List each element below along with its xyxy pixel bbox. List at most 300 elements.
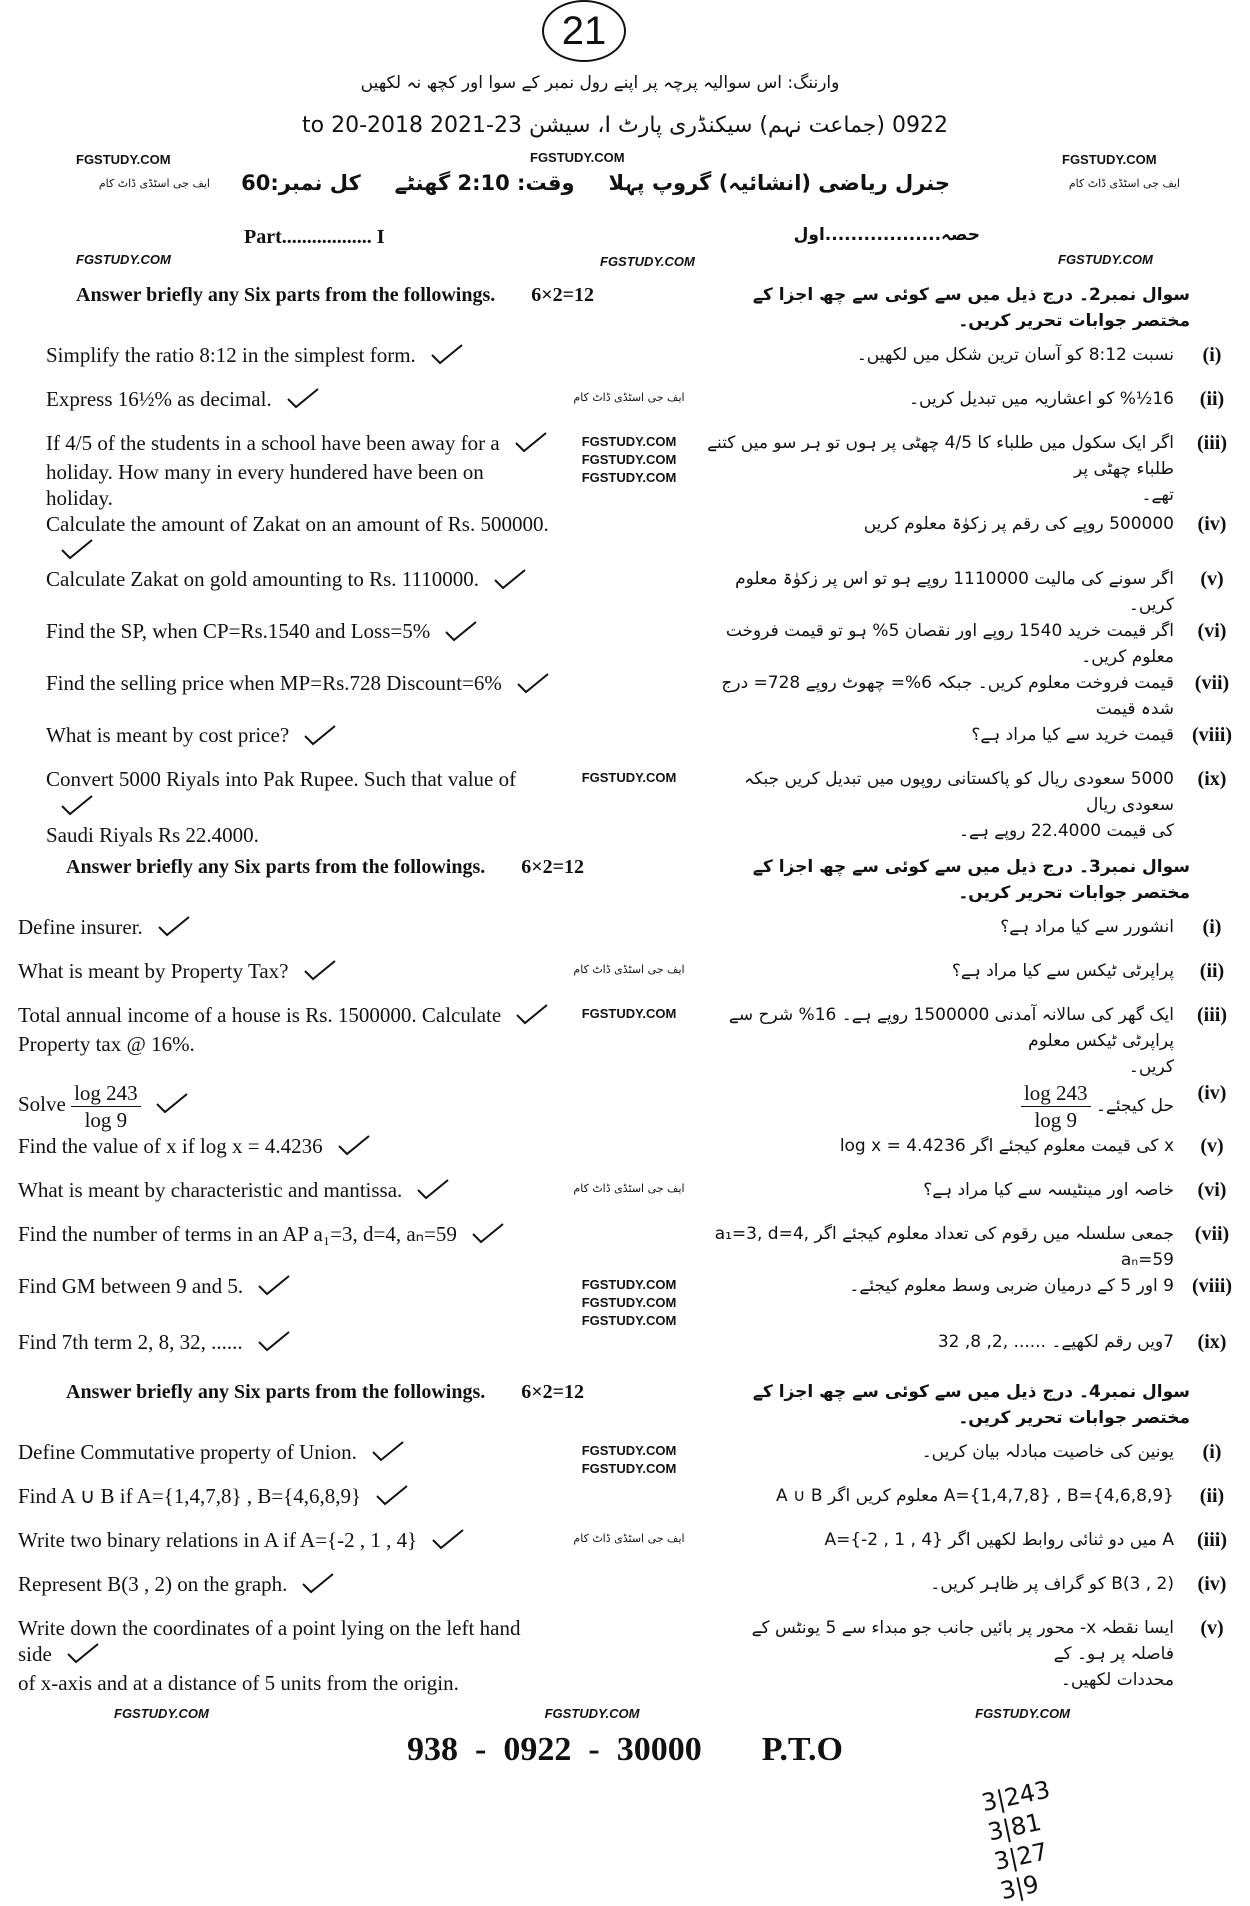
question-en-line <box>18 1329 554 1358</box>
question-number: (i) <box>1202 1440 1222 1463</box>
watermark-cell <box>564 566 694 570</box>
question-ur-line <box>704 1571 1174 1597</box>
watermark-cell <box>564 342 694 346</box>
circled-paper-number: 21 <box>542 0 626 62</box>
question-en-cell <box>0 618 554 647</box>
part-label-en: Part.................. I <box>244 226 385 248</box>
question-ur-line <box>704 722 1174 748</box>
watermark: FGSTUDY.COM <box>544 1706 640 1721</box>
question-ur-continued: کریں۔ <box>1128 1056 1174 1077</box>
question-en: Write two binary relations in A if A={-2 , 1 , 4} <box>18 1527 418 1552</box>
check-mark-icon <box>444 620 478 648</box>
question-ur: قیمت خرید سے کیا مراد ہے؟ <box>971 725 1174 746</box>
question-ur-cell <box>704 1483 1174 1509</box>
watermark: FGSTUDY.COM <box>1062 152 1157 167</box>
check-mark-icon <box>60 538 94 566</box>
question-number: (v) <box>1200 1616 1224 1639</box>
fraction-numerator: log 243 <box>1021 1080 1091 1107</box>
handwritten-line: 3|81 <box>985 1807 1044 1847</box>
watermark-cell <box>564 1002 694 1022</box>
question-ur-line <box>704 342 1174 368</box>
question-ur: نسبت 8:12 کو آسان ترین شکل میں لکھیں۔ <box>856 345 1174 365</box>
question-row <box>0 1002 1250 1080</box>
question-ur-cell <box>704 958 1174 984</box>
watermark: FGSTUDY.COM <box>581 1442 677 1458</box>
question-row <box>0 1133 1250 1177</box>
question-en-line <box>18 1483 554 1512</box>
question-ur-cell <box>704 511 1174 537</box>
question-ur-line <box>704 1273 1174 1299</box>
question-row <box>0 958 1250 1002</box>
question-en-line <box>46 766 554 821</box>
question-ur: ایسا نقطہ x- محور پر بائیں جانب جو مبداء سے 5 یونٹس کے فاصلہ پر ہو۔ کے <box>751 1617 1174 1664</box>
check-mark-icon <box>337 1134 371 1162</box>
question-row <box>0 511 1250 566</box>
question-en-continued: of x-axis and at a distance of 5 units from the origin. <box>18 1670 459 1695</box>
question-en-cell <box>0 722 554 751</box>
watermark-cell <box>564 1080 694 1084</box>
question-en-line <box>18 914 554 943</box>
section-heading <box>0 276 1250 342</box>
question-ur-line <box>704 511 1174 537</box>
question-number: (iii) <box>1197 1003 1227 1026</box>
watermark: FGSTUDY.COM <box>975 1706 1070 1721</box>
question-row <box>0 1527 1250 1571</box>
question-number: (vi) <box>1197 1178 1227 1201</box>
paper-code: 938 - 0922 - 30000 <box>407 1731 702 1768</box>
question-ur: 16½% کو اعشاریہ میں تبدیل کریں۔ <box>909 389 1174 409</box>
question-en: Calculate the amount of Zakat on an amount of Rs. 500000. <box>46 512 549 537</box>
question-en-cell <box>0 1080 554 1133</box>
question-ur-line <box>704 1080 1174 1133</box>
watermark: FGSTUDY.COM <box>581 434 677 449</box>
question-ur-line <box>704 1133 1174 1159</box>
question-en-cell <box>0 670 554 699</box>
footer <box>0 1706 1250 1906</box>
question-ur-line <box>704 1439 1174 1465</box>
watermark: FGSTUDY.COM <box>114 1706 209 1721</box>
question-ur-cell <box>704 1080 1174 1133</box>
question-ur-line <box>704 618 1174 670</box>
question-ur-cell <box>704 1002 1174 1080</box>
question-en-line <box>18 1273 554 1302</box>
question-ur-cell <box>704 722 1174 748</box>
question-row <box>0 1483 1250 1527</box>
watermark-cell <box>564 1273 694 1329</box>
question-en-line <box>46 722 554 751</box>
fraction <box>1021 1080 1091 1133</box>
question-en-line <box>46 566 554 595</box>
section-marks: 6×2=12 <box>531 284 595 306</box>
watermark-cell <box>564 1615 694 1619</box>
question-row <box>0 430 1250 511</box>
question-number: (ix) <box>1197 768 1227 791</box>
question-en: Define insurer. <box>18 914 143 939</box>
question-en-cell <box>0 342 554 371</box>
question-ur-cell <box>704 1273 1174 1299</box>
pto-label: P.T.O <box>761 1731 843 1768</box>
question-en-cell <box>0 1571 554 1600</box>
watermark-cell <box>564 618 694 622</box>
question-number: (ix) <box>1197 1330 1227 1353</box>
exam-info-row <box>241 170 950 196</box>
question-en-line <box>46 342 554 371</box>
question-en-cell <box>0 430 554 511</box>
question-number: (ii) <box>1199 959 1225 982</box>
question-row <box>0 1080 1250 1133</box>
question-row <box>0 722 1250 766</box>
subject-title: جنرل ریاضی (انشائیہ) گروپ پہلا <box>608 171 950 195</box>
check-mark-icon <box>514 431 548 459</box>
check-mark-icon <box>430 343 464 371</box>
question-en: Total annual income of a house is Rs. 1500000. Calculate <box>18 1002 502 1027</box>
question-number: (iv) <box>1197 1081 1227 1104</box>
question-en-line <box>18 958 554 987</box>
question-ur-cell <box>704 386 1174 412</box>
check-mark-icon <box>301 1572 335 1600</box>
question-en-cell <box>0 1527 554 1556</box>
question-number: (iv) <box>1197 513 1227 536</box>
question-number: (vi) <box>1197 620 1227 643</box>
question-ur: یونین کی خاصیت مبادلہ بیان کریں۔ <box>921 1441 1174 1462</box>
section-heading-ur: سوال نمبر4۔ درج ذیل میں سے کوئی سے چھ اجزا کے مختصر جوابات تحریر کریں۔ <box>752 1381 1190 1428</box>
question-ur-line <box>704 914 1174 940</box>
watermark-cell <box>564 1439 694 1477</box>
question-ur-line <box>704 1329 1174 1355</box>
section-heading-ur: سوال نمبر3۔ درج ذیل میں سے کوئی سے چھ اجزا کے مختصر جوابات تحریر کریں۔ <box>752 856 1190 903</box>
session-line: 0922 (جماعت نہم) سیکنڈری پارٹ I، سیشن 23-2021 to 20-2018 <box>302 113 948 138</box>
question-en: Define Commutative property of Union. <box>18 1439 357 1464</box>
question-en-continued: holiday. How many in every hundered have been on holiday. <box>46 460 484 511</box>
question-en: Find the number of terms in an AP a₁=3, d=4, aₙ=59 <box>18 1221 457 1246</box>
question-ur: 500000 روپے کی رقم پر زکوٰۃ معلوم کریں <box>863 514 1174 535</box>
question-ur-cell <box>704 566 1174 618</box>
question-ur: B(3 , 2) کو گراف پر ظاہر کریں۔ <box>930 1573 1174 1594</box>
fraction-denominator: log 9 <box>84 1107 128 1132</box>
question-ur-cell <box>704 670 1174 722</box>
question-ur-line <box>704 386 1174 412</box>
check-mark-icon <box>371 1440 405 1468</box>
section-heading-en: Answer briefly any Six parts from the followings. <box>66 855 486 878</box>
question-ur-line <box>704 670 1174 722</box>
check-mark-icon <box>416 1178 450 1206</box>
question-ur: اگر ایک سکول میں طلباء کا 4/5 چھٹی پر ہوں تو ہر سو میں کتنے طلباء چھٹی پر <box>707 433 1174 479</box>
section-heading-left <box>0 1379 674 1405</box>
question-en: What is meant by Property Tax? <box>18 958 289 983</box>
handwritten-line: 3|243 <box>979 1775 1053 1818</box>
question-ur: انشورر سے کیا مراد ہے؟ <box>1000 916 1174 937</box>
question-ur: x کی قیمت معلوم کیجئے اگر log x = 4.4236 <box>839 1135 1174 1156</box>
check-mark-icon <box>375 1484 409 1512</box>
question-row <box>0 670 1250 722</box>
watermark-urdu: ایف جی اسٹڈی ڈاٹ کام <box>573 962 685 976</box>
watermark: FGSTUDY.COM <box>581 1312 677 1328</box>
question-row <box>0 766 1250 847</box>
question-en-cell <box>0 1002 554 1057</box>
section-marks: 6×2=12 <box>521 855 585 878</box>
question-number: (ii) <box>1199 388 1225 410</box>
question-section <box>0 1373 1250 1696</box>
watermark-urdu: ایف جی اسٹڈی ڈاٹ کام <box>1068 177 1180 190</box>
question-row <box>0 1571 1250 1615</box>
question-row <box>0 1221 1250 1273</box>
question-ur-cell <box>704 1133 1174 1159</box>
section-heading-en: Answer briefly any Six parts from the followings. <box>76 284 496 306</box>
check-mark-icon <box>155 1092 189 1120</box>
question-en-line <box>18 1133 554 1162</box>
question-ur: حل کیجئے۔ <box>1095 1096 1174 1117</box>
question-ur: A میں دو ثنائی روابط لکھیں اگر A={-2 , 1 , 4} <box>824 1529 1174 1550</box>
section-heading <box>0 1373 1250 1439</box>
question-ur-cell <box>704 1527 1174 1553</box>
question-row <box>0 618 1250 670</box>
question-en-cell <box>0 1329 554 1358</box>
question-en-line <box>18 1002 554 1031</box>
fraction-numerator: log 243 <box>71 1080 141 1107</box>
question-ur-line <box>704 1002 1174 1054</box>
question-number: (viii) <box>1192 1274 1232 1297</box>
question-en-cell <box>0 1133 554 1162</box>
question-en: Convert 5000 Riyals into Pak Rupee. Such that value of <box>46 767 517 792</box>
question-ur-cell <box>704 1177 1174 1203</box>
question-ur-line <box>704 566 1174 618</box>
question-number: (vii) <box>1194 672 1230 695</box>
question-en: Calculate Zakat on gold amounting to Rs. 1110000. <box>46 567 479 592</box>
watermark-cell <box>564 1483 694 1487</box>
question-en-cell <box>0 386 554 415</box>
question-en: Solve <box>18 1091 66 1116</box>
question-row <box>0 342 1250 386</box>
question-en-line <box>18 1571 554 1600</box>
check-mark-icon <box>303 959 337 987</box>
question-en: Simplify the ratio 8:12 in the simplest form. <box>46 343 416 367</box>
question-ur-cell <box>704 1571 1174 1597</box>
check-mark-icon <box>303 724 337 752</box>
question-en-line <box>18 1177 554 1206</box>
check-mark-icon <box>493 568 527 596</box>
question-en-line <box>46 386 554 415</box>
question-ur-cell <box>704 1329 1174 1355</box>
question-ur: 5000 سعودی ریال کو پاکستانی روپوں میں تبدیل کریں جبکہ سعودی ریال <box>744 769 1174 816</box>
watermark-cell <box>564 1177 694 1196</box>
question-en-line <box>18 1439 554 1468</box>
question-en: Represent B(3 , 2) on the graph. <box>18 1571 288 1596</box>
question-number: (i) <box>1202 344 1222 366</box>
question-en: Find the SP, when CP=Rs.1540 and Loss=5% <box>46 619 431 644</box>
handwritten-line: 3|9 <box>997 1869 1042 1906</box>
question-ur-continued: محددات لکھیں۔ <box>1060 1669 1174 1690</box>
watermark-cell <box>564 1527 694 1546</box>
question-en: Find 7th term 2, 8, 32, ...... <box>18 1329 243 1354</box>
question-en: Find A ∪ B if A={1,4,7,8} , B={4,6,8,9} <box>18 1483 362 1508</box>
question-row <box>0 1615 1250 1696</box>
question-number: (v) <box>1200 1134 1224 1157</box>
question-number: (ii) <box>1199 1484 1225 1507</box>
question-number: (viii) <box>1192 724 1232 747</box>
question-row <box>0 1439 1250 1483</box>
question-en: If 4/5 of the students in a school have been away for a <box>46 431 500 455</box>
question-ur: اگر سونے کی مالیت 1110000 روپے ہو تو اس پر زکوٰۃ معلوم کریں۔ <box>735 569 1174 616</box>
exam-time: وقت: 2:10 گھنٹے <box>394 171 575 195</box>
watermark-urdu: ایف جی اسٹڈی ڈاٹ کام <box>98 177 210 190</box>
watermark: FGSTUDY.COM <box>76 152 171 167</box>
section-heading-en: Answer briefly any Six parts from the followings. <box>66 1380 486 1403</box>
watermark-cell <box>564 766 694 786</box>
question-number: (iv) <box>1197 1572 1227 1595</box>
question-en-cell <box>0 511 554 566</box>
watermark: FGSTUDY.COM <box>581 1276 677 1292</box>
question-number: (i) <box>1202 915 1222 938</box>
question-en-cell <box>0 1177 554 1206</box>
question-ur: 9 اور 5 کے درمیان ضربی وسط معلوم کیجئے۔ <box>849 1275 1174 1296</box>
question-row <box>0 1177 1250 1221</box>
watermark: FGSTUDY.COM <box>581 470 677 485</box>
watermark-cell <box>564 958 694 977</box>
question-en-line <box>18 1527 554 1556</box>
question-en-cell <box>0 766 554 847</box>
watermark-urdu: ایف جی اسٹڈی ڈاٹ کام <box>573 1531 685 1545</box>
question-en-cell <box>0 1439 554 1468</box>
question-section <box>0 848 1250 1373</box>
question-en-cell <box>0 566 554 595</box>
question-ur-cell <box>704 766 1174 844</box>
footer-code-row <box>0 1731 1250 1769</box>
watermark: FGSTUDY.COM <box>581 452 677 467</box>
question-ur: ایک گھر کی سالانہ آمدنی 1500000 روپے ہے۔ 16% شرح سے پراپرٹی ٹیکس معلوم <box>728 1004 1174 1051</box>
check-mark-icon <box>157 915 191 943</box>
question-ur-cell <box>704 914 1174 940</box>
section-heading <box>0 848 1250 914</box>
warning-text: وارننگ: اس سوالیہ پرچہ پر اپنے رول نمبر کے سوا اور کچھ نہ لکھیں <box>360 73 840 93</box>
question-en-line <box>18 1080 554 1133</box>
watermark-cell <box>564 1571 694 1575</box>
watermark-cell <box>564 1329 694 1333</box>
watermark-cell <box>564 1133 694 1137</box>
watermark: FGSTUDY.COM <box>581 770 677 786</box>
question-number: (vii) <box>1194 1222 1230 1245</box>
watermark-cell <box>564 914 694 918</box>
questions-area <box>0 276 1250 1696</box>
question-ur-cell <box>704 342 1174 368</box>
question-en: What is meant by cost price? <box>46 723 290 748</box>
question-number: (v) <box>1200 568 1224 591</box>
section-marks: 6×2=12 <box>521 1380 585 1403</box>
question-number: (iii) <box>1197 432 1227 454</box>
section-heading-left <box>0 854 674 880</box>
watermark: FGSTUDY.COM <box>76 252 171 267</box>
question-ur-line <box>704 430 1174 482</box>
part-label-ur: حصہ..................اول <box>793 225 980 245</box>
question-en-line <box>46 511 554 566</box>
check-mark-icon <box>257 1330 291 1358</box>
handwritten-line: 3|27 <box>991 1837 1051 1876</box>
question-row <box>0 914 1250 958</box>
fraction-denominator: log 9 <box>1034 1107 1078 1132</box>
check-mark-icon <box>516 672 550 700</box>
watermark-urdu: ایف جی اسٹڈی ڈاٹ کام <box>573 1181 685 1195</box>
question-en-cell <box>0 958 554 987</box>
check-mark-icon <box>60 794 94 822</box>
watermark: FGSTUDY.COM <box>581 1294 677 1310</box>
question-ur-line <box>704 1615 1174 1667</box>
check-mark-icon <box>66 1642 100 1670</box>
question-ur-cell <box>704 1439 1174 1465</box>
watermark-urdu: ایف جی اسٹڈی ڈاٹ کام <box>573 391 685 404</box>
watermark-cell <box>564 511 694 515</box>
check-mark-icon <box>515 1003 549 1031</box>
question-en-cell <box>0 1273 554 1302</box>
watermark-cell <box>564 386 694 405</box>
question-row <box>0 386 1250 430</box>
question-en: Express 16½% as decimal. <box>46 387 272 411</box>
question-ur: جمعی سلسلہ میں رقوم کی تعداد معلوم کیجئے اگر a₁=3, d=4, aₙ=59 <box>714 1223 1174 1270</box>
question-ur-cell <box>704 618 1174 670</box>
question-row <box>0 566 1250 618</box>
question-ur-cell <box>704 1615 1174 1693</box>
question-en-cell <box>0 1221 554 1250</box>
question-number: (iii) <box>1197 1528 1227 1551</box>
question-ur-line <box>704 766 1174 818</box>
check-mark-icon <box>471 1222 505 1250</box>
question-en-line <box>18 1221 554 1250</box>
question-en-cell <box>0 1615 554 1696</box>
question-ur: اگر قیمت خرید 1540 روپے اور نقصان 5% ہو تو قیمت فروخت معلوم کریں۔ <box>725 621 1174 668</box>
watermark-cell <box>564 430 694 486</box>
question-en: Find GM between 9 and 5. <box>18 1273 244 1298</box>
watermark-cell <box>564 722 694 726</box>
question-ur-line <box>704 1177 1174 1203</box>
watermark: FGSTUDY.COM <box>1058 252 1153 267</box>
question-en-line <box>46 618 554 647</box>
question-en-cell <box>0 1483 554 1512</box>
question-ur-continued: کی قیمت 22.4000 روپے ہے۔ <box>959 821 1174 842</box>
question-row <box>0 1273 1250 1329</box>
question-en-line <box>18 1615 554 1670</box>
section-heading-ur: سوال نمبر2۔ درج ذیل میں سے کوئی سے چھ اجزا کے مختصر جوابات تحریر کریں۔ <box>752 285 1190 331</box>
question-ur-line <box>704 1483 1174 1509</box>
question-en: Find the value of x if log x = 4.4236 <box>18 1133 323 1158</box>
watermark-cell <box>564 1221 694 1225</box>
question-en-line <box>46 670 554 699</box>
check-mark-icon <box>286 387 320 415</box>
question-en-continued: Saudi Riyals Rs 22.4000. <box>46 822 259 847</box>
question-en-cell <box>0 914 554 943</box>
question-ur-cell <box>704 1221 1174 1273</box>
watermark: FGSTUDY.COM <box>581 1005 677 1021</box>
question-ur-line <box>704 958 1174 984</box>
question-row <box>0 1329 1250 1373</box>
watermark: FGSTUDY.COM <box>600 254 695 269</box>
question-ur: 7ویں رقم لکھیے۔ ...... ,2, 8, 32 <box>937 1331 1174 1352</box>
watermark: FGSTUDY.COM <box>530 150 625 165</box>
check-mark-icon <box>431 1528 465 1556</box>
question-en-line <box>46 430 554 459</box>
question-ur: A={1,4,7,8} , B={4,6,8,9} معلوم کریں اگر A ∪ B <box>776 1485 1174 1506</box>
question-ur: قیمت فروخت معلوم کریں۔ جبکہ 6%= چھوٹ روپے 728= درج شدہ قیمت <box>721 673 1174 720</box>
handwritten-division <box>979 1764 1121 1906</box>
question-ur: خاصہ اور مینٹیسہ سے کیا مراد ہے؟ <box>923 1179 1174 1200</box>
question-en: What is meant by characteristic and mantissa. <box>18 1177 403 1202</box>
check-mark-icon <box>257 1274 291 1302</box>
section-heading-left <box>0 282 674 308</box>
fraction <box>71 1080 141 1133</box>
question-ur-line <box>704 1221 1174 1273</box>
watermark-cell <box>564 670 694 674</box>
footer-watermarks <box>0 1706 1250 1721</box>
question-ur: پراپرٹی ٹیکس سے کیا مراد ہے؟ <box>951 960 1174 981</box>
question-ur-line <box>704 1527 1174 1553</box>
question-en: Write down the coordinates of a point lying on the left hand side <box>18 1615 521 1666</box>
